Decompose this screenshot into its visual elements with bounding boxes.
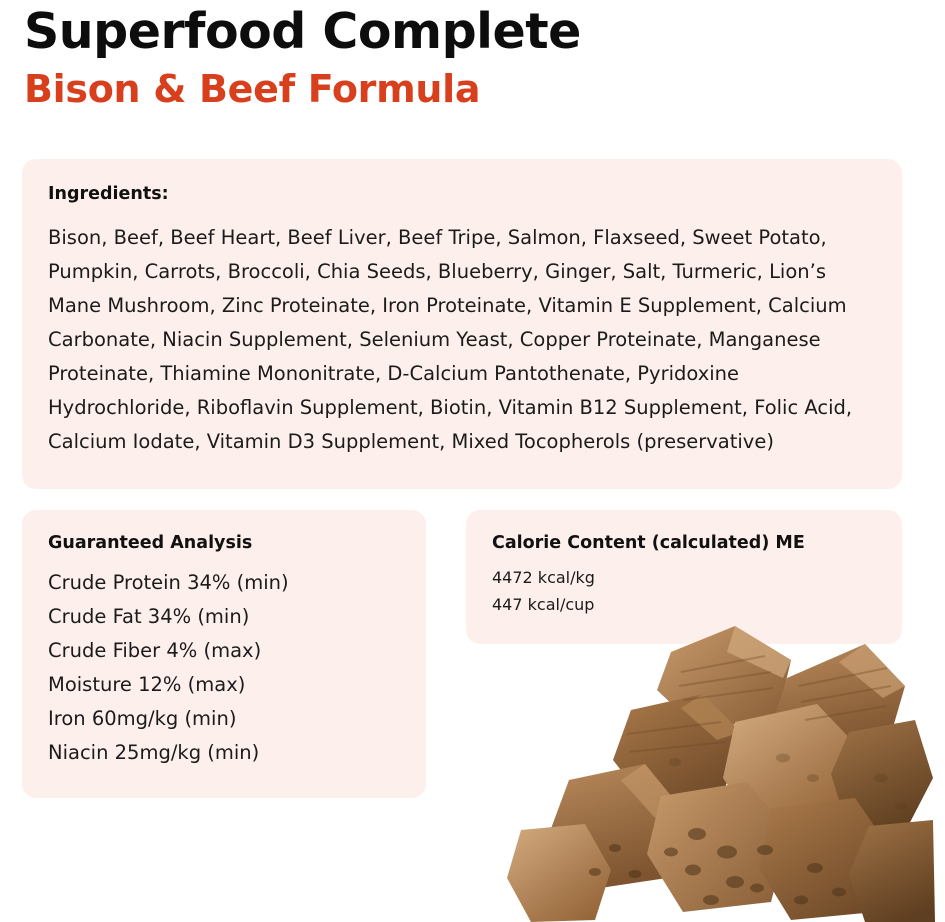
list-item: Iron 60mg/kg (min) [48,707,237,730]
page-header [22,0,923,112]
list-item: Crude Protein 34% (min) [48,571,289,594]
lower-row [22,510,923,798]
list-item: Crude Fat 34% (min) [48,605,250,628]
ingredients-text: Bison, Beef, Beef Heart, Beef Liver, Beef Tripe, Salmon, Flaxseed, Sweet Potato, Pumpkin, Carrots, Broccoli, Chia Seeds, Blueberry, Ginger, Salt, Turmeric, Lion’s Mane Mushroom, Zinc Proteinate, Iron Proteinate, Vitamin E Supplement, Calcium Carbonate, Niacin Supplement, Selenium Yeast, Copper Proteinate, Manganese Proteinate, Thiamine Mononitrate, D-Calcium Pantothenate, Pyridoxine Hydrochloride, Riboflavin Supplement, Biotin, Vitamin B12 Supplement, Folic Acid, Calcium Iodate, Vitamin D3 Supplement, Mixed Tocopherols (preservative) [48,226,853,453]
guaranteed-analysis-card [22,510,426,798]
page-subtitle: Bison & Beef Formula [24,67,481,111]
list-item: Niacin 25mg/kg (min) [48,741,260,764]
list-item: Moisture 12% (max) [48,673,246,696]
calorie-content-list [492,564,876,618]
calorie-content-heading: Calorie Content (calculated) ME [492,533,805,553]
ingredients-card [22,159,902,489]
ingredients-heading: Ingredients: [48,184,169,204]
guaranteed-analysis-heading: Guaranteed Analysis [48,533,253,553]
page-title: Superfood Complete [24,3,581,60]
guaranteed-analysis-list [48,566,400,770]
list-item: Crude Fiber 4% (max) [48,639,262,662]
list-item: 4472 kcal/kg [492,568,595,587]
list-item: 447 kcal/cup [492,595,595,614]
calorie-content-card [466,510,902,644]
